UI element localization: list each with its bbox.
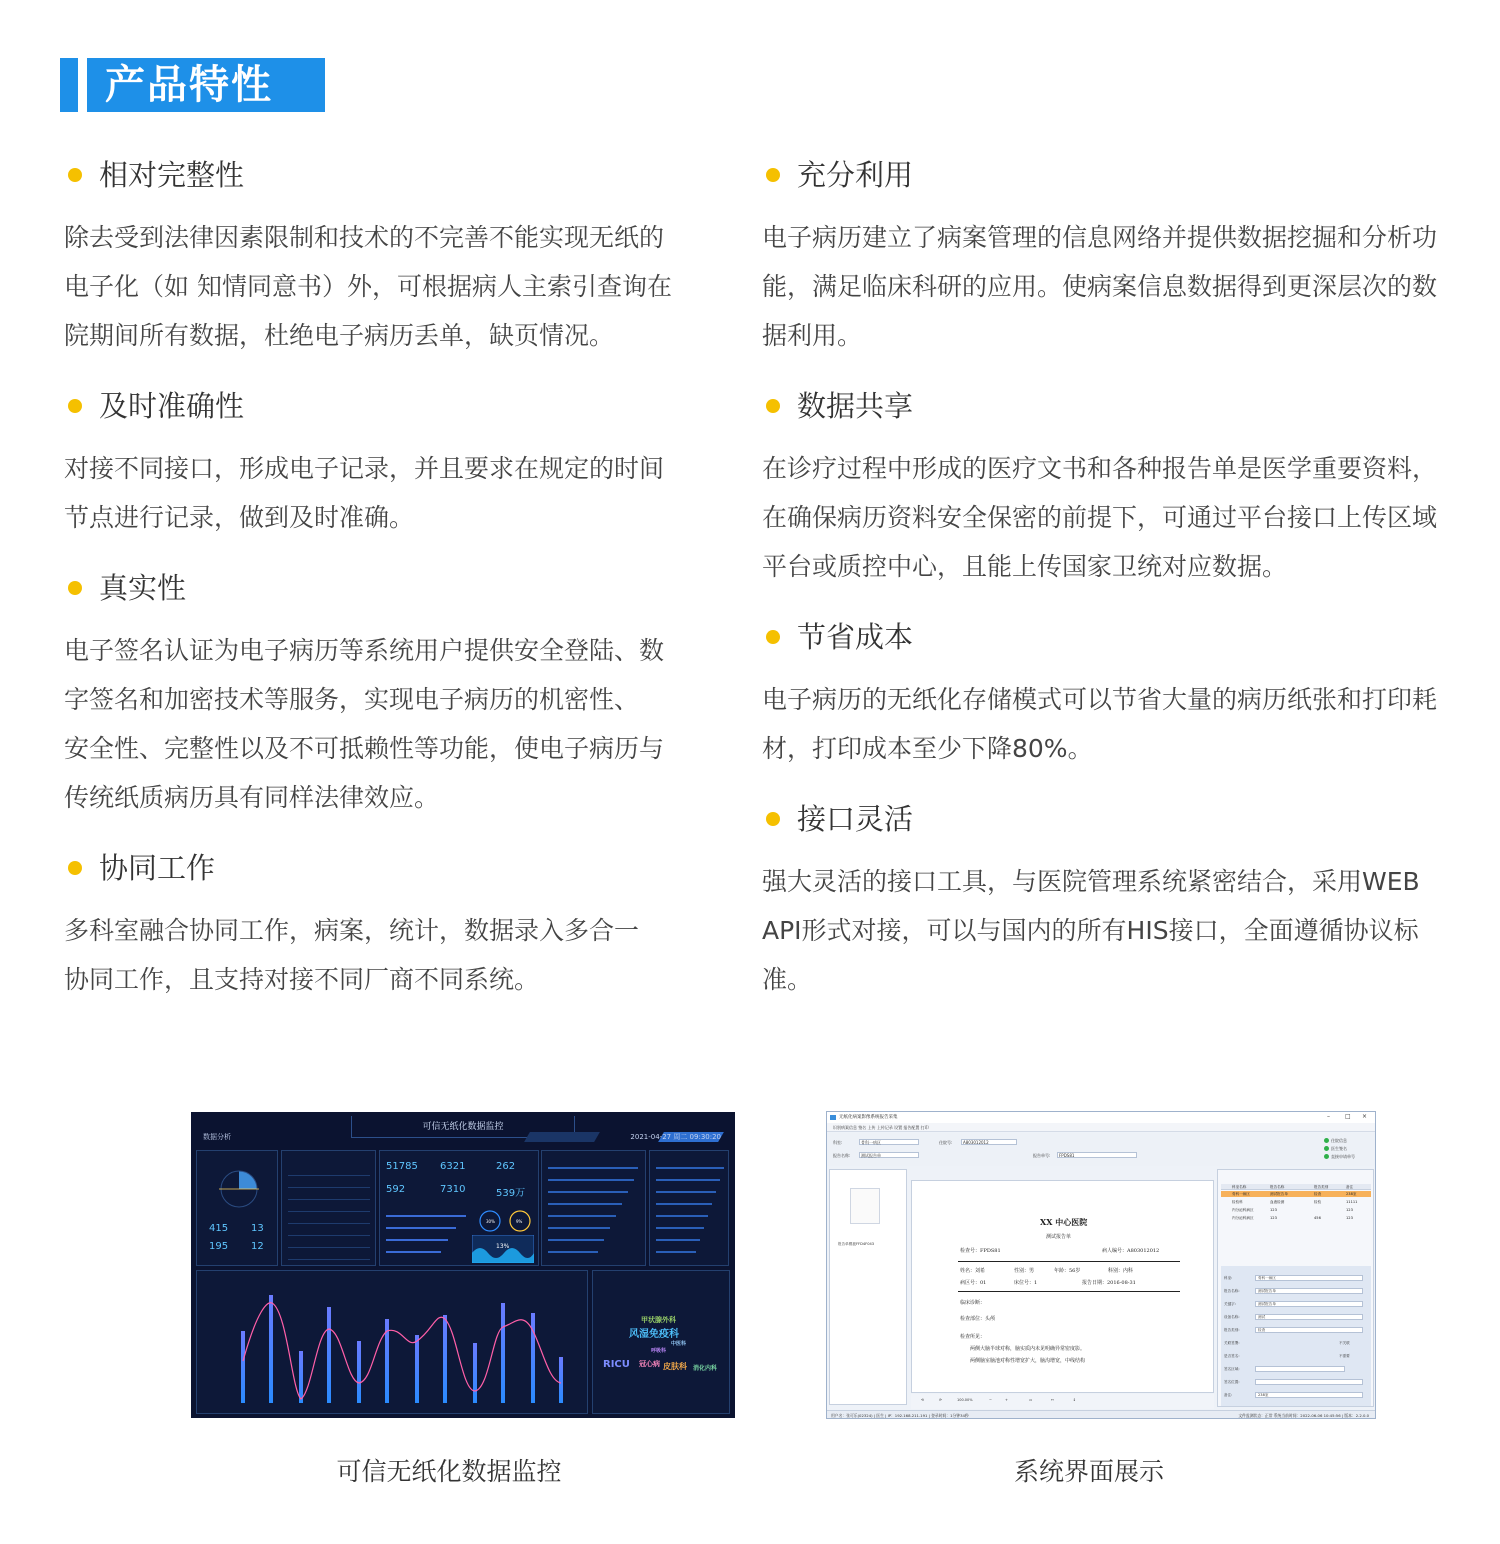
bullet-icon — [68, 861, 82, 875]
feature-flexible-interface — [762, 799, 1462, 1004]
feature-completeness — [64, 155, 694, 360]
radar-chart — [215, 1165, 263, 1209]
kpi-value: 6321 — [440, 1161, 466, 1172]
doc-name: 姓名：刘希 — [960, 1268, 986, 1274]
feature-cost-saving — [762, 617, 1462, 773]
feature-line: 协同工作，且支持对接不同厂商不同系统。 — [64, 965, 540, 994]
report-value: 测试报告单 — [861, 1153, 881, 1158]
grid-cell: 骨科一病区 — [1232, 1192, 1250, 1196]
grid-header-cell: 报告名称 — [1270, 1185, 1285, 1189]
fit-height-icon[interactable]: ↕ — [1073, 1398, 1076, 1402]
thumbnail-label: 报告单模板FFD4F043 — [838, 1242, 875, 1246]
form-label: 设备名称: — [1224, 1315, 1240, 1319]
grid-cell: 检验科 — [1232, 1200, 1243, 1204]
feature-title: 协同工作 — [99, 851, 216, 885]
rank-bar — [548, 1179, 634, 1181]
kpi-value: 51785 — [386, 1161, 418, 1172]
feature-authenticity — [64, 568, 694, 822]
grid-cell: 内分泌科病区 — [1232, 1216, 1254, 1220]
feature-title: 相对完整性 — [99, 158, 245, 192]
table-row — [288, 1247, 370, 1248]
progress-bar — [386, 1251, 441, 1253]
feature-utilization — [762, 155, 1462, 360]
rank-bar — [548, 1215, 616, 1217]
word-cloud-word: 冠心病 — [639, 1360, 660, 1368]
feature-data-sharing — [762, 386, 1462, 591]
feature-collaboration — [64, 848, 694, 1004]
rank-bar — [656, 1227, 704, 1229]
rank-bar — [656, 1215, 708, 1217]
rank-bar — [548, 1239, 604, 1241]
rank-bar — [548, 1191, 628, 1193]
dashboard-tab — [524, 1132, 600, 1142]
window-title: 无纸化病案影像系统报告采集 — [827, 1112, 1376, 1123]
feature-line: 在确保病历资料安全保密的前提下，可通过平台接口上传区域 — [762, 503, 1438, 532]
bullet-icon — [766, 630, 780, 644]
percent-label: 30% — [486, 1219, 495, 1224]
status-ok-icon — [1324, 1154, 1329, 1159]
report-no-value: FPDS81 — [1059, 1153, 1075, 1158]
ranking-panel — [541, 1150, 646, 1266]
feature-line: 平台或质控中心，且能上传国家卫统对应数据。 — [762, 552, 1288, 581]
thumbnail-image[interactable] — [850, 1188, 880, 1224]
toolbar[interactable]: 识别病案信息 签名 上传 上传记录 设置 报告配置 打印 — [827, 1123, 1376, 1132]
report-no-label: 报告单号: — [1033, 1153, 1051, 1158]
table-row — [288, 1259, 370, 1260]
table-row — [288, 1211, 370, 1212]
preview-toolbar — [911, 1394, 1214, 1409]
form-label: 科室: — [1224, 1276, 1233, 1280]
feature-title: 真实性 — [99, 571, 187, 605]
feature-line: 准。 — [762, 965, 813, 994]
doc-diagnosis: 临床诊断： — [960, 1300, 986, 1306]
table-row — [288, 1235, 370, 1236]
kpi-value: 592 — [386, 1184, 406, 1195]
grid-cell: 测试报告单 — [1270, 1192, 1288, 1196]
zoom-value[interactable]: 100.00% — [957, 1398, 973, 1402]
bullet-icon — [766, 168, 780, 182]
bullet-icon — [68, 399, 82, 413]
doc-date: 报告日期：2016-08-31 — [1082, 1280, 1136, 1286]
fit-page-icon[interactable]: ▭ — [1029, 1398, 1033, 1402]
ranking-panel-2 — [649, 1150, 729, 1266]
doc-sex: 性别：男 — [1014, 1268, 1035, 1274]
doc-hospital: XX 中心医院 — [1040, 1217, 1088, 1227]
app-screenshot — [826, 1111, 1376, 1419]
feature-line: 多科室融合协同工作，病案，统计，数据录入多合一 — [64, 916, 640, 945]
feature-line: 电子病历建立了病案管理的信息网络并提供数据挖掘和分析功 — [762, 223, 1438, 252]
feature-line: API形式对接，可以与国内的所有HIS接口，全面遵循协议标 — [762, 916, 1419, 945]
doc-findings-line: 两侧大脑半球对称，脑实质内未见明确异常密度影。 — [970, 1346, 1086, 1352]
feature-line: 电子签名认证为电子病历等系统用户提供安全登陆、数 — [64, 636, 665, 665]
status-bar — [827, 1410, 1376, 1419]
patient-table-panel — [281, 1150, 376, 1266]
form-value: 不需要 — [1339, 1354, 1350, 1358]
status-left: 用户名：张可乐(02324) | 医生 | IP：192.168.211.191 | 登录时间：1分钟34秒 — [831, 1413, 969, 1418]
form-label: 是否签名: — [1224, 1354, 1240, 1358]
form-field[interactable] — [1255, 1314, 1363, 1320]
bullet-icon — [68, 581, 82, 595]
stat-value: 415 — [209, 1223, 229, 1234]
feature-line: 安全性、完整性以及不可抵赖性等功能，使电子病历与 — [64, 734, 665, 763]
form-field[interactable] — [1255, 1366, 1345, 1372]
doc-divider — [958, 1291, 1180, 1292]
grid-cell: 123 — [1346, 1208, 1353, 1212]
feature-line: 强大灵活的接口工具，与医院管理系统紧密结合，采用WEB — [762, 867, 1420, 896]
grid-header-cell: 备注 — [1346, 1185, 1354, 1189]
feature-line: 在诊疗过程中形成的医疗文书和各种报告单是医学重要资料， — [762, 454, 1438, 483]
trend-line — [197, 1271, 589, 1415]
stat-value: 195 — [209, 1241, 229, 1252]
dashboard-screenshot — [191, 1112, 735, 1418]
feature-line: 院期间所有数据，杜绝电子病历丢单，缺页情况。 — [64, 321, 615, 350]
word-cloud-word: 风湿免疫科 — [629, 1329, 679, 1340]
form-value: 骨科一病区 — [1258, 1276, 1276, 1280]
rank-bar — [656, 1191, 716, 1193]
rank-bar — [656, 1251, 696, 1253]
dept-value: 骨科一病区 — [861, 1140, 881, 1145]
dept-label: 科室: — [833, 1140, 843, 1145]
grid-cell: 检查 — [1314, 1192, 1322, 1196]
feature-line: 节点进行记录，做到及时准确。 — [64, 503, 415, 532]
fit-width-icon[interactable]: ↔ — [1051, 1398, 1054, 1402]
word-cloud-word: 呼吸科 — [651, 1348, 667, 1354]
bullet-icon — [68, 168, 82, 182]
form-label: 关键字: — [1224, 1302, 1236, 1306]
feature-line: 传统纸质病历具有同样法律效应。 — [64, 783, 440, 812]
feature-title: 节省成本 — [797, 620, 914, 654]
feature-timeliness — [64, 386, 694, 542]
feature-line: 据利用。 — [762, 321, 863, 350]
close-icon[interactable]: × — [1362, 1113, 1368, 1120]
grid-cell: 11111 — [1346, 1200, 1358, 1204]
doc-report-title: 测试报告单 — [1046, 1234, 1072, 1240]
rank-bar — [548, 1227, 610, 1229]
status-item: 医生签名 — [1331, 1146, 1347, 1151]
bullet-icon — [766, 812, 780, 826]
doc-divider — [958, 1261, 1180, 1262]
doc-patient-no: 病人编号：A803012012 — [1102, 1248, 1160, 1254]
grid-cell: 123 — [1346, 1216, 1353, 1220]
feature-line: 能，满足临床科研的应用。使病案信息数据得到更深层次的数 — [762, 272, 1438, 301]
kpi-value: 539万 — [496, 1188, 526, 1199]
minimize-icon[interactable]: – — [1327, 1113, 1330, 1120]
feature-line: 材，打印成本至少下降80%。 — [762, 734, 1093, 763]
config-panel — [1217, 1169, 1374, 1407]
grid-cell: 内分泌科病区 — [1232, 1208, 1254, 1212]
grid-header-cell: 报告类别 — [1314, 1185, 1329, 1189]
feature-title: 数据共享 — [797, 389, 914, 423]
word-cloud-word: RICU — [603, 1359, 630, 1370]
doc-bed: 床位号：1 — [1014, 1280, 1038, 1286]
grid-cell: 238室 — [1346, 1192, 1357, 1196]
maximize-icon[interactable]: □ — [1345, 1113, 1351, 1120]
table-row — [288, 1223, 370, 1224]
form-field[interactable] — [1255, 1379, 1363, 1385]
grid-cell: 456 — [1314, 1216, 1321, 1220]
feature-title: 充分利用 — [797, 158, 914, 192]
bullet-icon — [766, 399, 780, 413]
stat-value: 12 — [251, 1241, 264, 1252]
kpi-value: 7310 — [440, 1184, 466, 1195]
status-item: 住院信息 — [1331, 1138, 1347, 1143]
table-row — [288, 1187, 370, 1188]
doc-check-no: 检查号：FPDS81 — [960, 1248, 1001, 1254]
grid-cell: 123 — [1270, 1216, 1277, 1220]
form-value: 检查 — [1258, 1328, 1266, 1332]
form-label: 关联签署: — [1224, 1341, 1240, 1345]
form-field[interactable] — [1255, 1392, 1363, 1398]
trend-chart-panel — [196, 1270, 588, 1414]
doc-findings: 检查所见： — [960, 1334, 986, 1340]
word-cloud-word: 皮肤科 — [663, 1362, 687, 1371]
kpi-panel — [379, 1150, 539, 1266]
form-label: 签名区域: — [1224, 1367, 1240, 1371]
feature-line: 字签名和加密技术等服务，实现电子病历的机密性、 — [64, 685, 640, 714]
dashboard-datetime: 2021-04-27 周二 09:30:20 — [630, 1133, 721, 1141]
grid-cell: 检验 — [1314, 1200, 1322, 1204]
zoom-out-icon[interactable]: − — [989, 1398, 992, 1402]
form-field[interactable] — [1255, 1327, 1363, 1333]
doc-dept: 科别：内科 — [1108, 1268, 1134, 1274]
basic-info-form — [1221, 1266, 1371, 1406]
feature-title: 及时准确性 — [99, 389, 245, 423]
feature-line: 电子病历的无纸化存储模式可以节省大量的病历纸张和打印耗 — [762, 685, 1438, 714]
doc-age: 年龄：56岁 — [1054, 1268, 1081, 1274]
form-label: 备注: — [1224, 1393, 1233, 1397]
section-title: 产品特性 — [87, 58, 325, 112]
status-item: 直接申请单号 — [1331, 1154, 1355, 1159]
table-row — [288, 1175, 370, 1176]
caption-app: 系统界面展示 — [1013, 1457, 1164, 1486]
word-cloud-word: 中医科 — [671, 1341, 687, 1347]
doc-part: 检查部位：头颅 — [960, 1316, 996, 1322]
rank-bar — [548, 1251, 598, 1253]
rank-bar — [656, 1203, 712, 1205]
rank-bar — [656, 1167, 724, 1169]
status-right: 文件监测状态：正常 系统当前时间：2022-06-06 10:45:56 | 版本：2.2.0.0 — [1238, 1413, 1369, 1418]
caption-dashboard: 可信无纸化数据监控 — [336, 1457, 562, 1486]
progress-bar — [386, 1227, 456, 1229]
app-icon — [830, 1115, 836, 1120]
grid-header-cell: 科室名称 — [1232, 1185, 1247, 1189]
status-ok-icon — [1324, 1138, 1329, 1143]
doc-ward: 病区号：01 — [960, 1280, 987, 1286]
dashboard-title: 可信无纸化数据监控 — [422, 1122, 504, 1132]
report-label: 报告名称: — [833, 1153, 851, 1158]
doc-findings-line: 两侧脑室脑池对称性增宽扩大，脑沟增宽，中线结构 — [970, 1358, 1086, 1364]
percent-label: 9% — [516, 1219, 523, 1224]
form-value: 测试报告单 — [1258, 1302, 1276, 1306]
header-accent-bar — [60, 58, 78, 112]
form-value: 238室 — [1258, 1393, 1269, 1397]
percent-label: 13% — [496, 1243, 510, 1250]
rank-bar — [656, 1239, 700, 1241]
zoom-in-icon[interactable]: + — [1005, 1398, 1008, 1402]
kpi-value: 262 — [496, 1161, 516, 1172]
dashboard-nav: 数据分析 — [203, 1133, 231, 1141]
stats-panel — [196, 1150, 278, 1266]
feature-title: 接口灵活 — [797, 802, 914, 836]
word-cloud-word: 消化内科 — [693, 1365, 718, 1372]
thumbnail-list[interactable] — [829, 1169, 907, 1405]
feature-line: 对接不同接口，形成电子记录，并且要求在规定的时间 — [64, 454, 665, 483]
form-label: 报告名称: — [1224, 1289, 1240, 1293]
inpatient-label: 住院号: — [939, 1140, 953, 1145]
word-cloud-word: 甲状腺外科 — [641, 1316, 676, 1324]
form-label: 签名位置: — [1224, 1380, 1240, 1384]
inpatient-value: A803012012 — [963, 1140, 989, 1145]
rank-bar — [548, 1167, 638, 1169]
rotate-left-icon[interactable]: ⟲ — [921, 1398, 924, 1402]
form-value: 测试报告单 — [1258, 1289, 1276, 1293]
form-value: 不关联 — [1339, 1341, 1350, 1345]
search-form — [827, 1133, 1376, 1166]
report-preview — [911, 1180, 1214, 1393]
status-ok-icon — [1324, 1146, 1329, 1151]
progress-bar — [386, 1215, 466, 1217]
form-label: 报告类别: — [1224, 1328, 1240, 1332]
stat-value: 13 — [251, 1223, 264, 1234]
rotate-right-icon[interactable]: ⟳ — [939, 1398, 942, 1402]
feature-line: 电子化（如 知情同意书）外，可根据病人主索引查询在 — [64, 272, 672, 301]
table-row — [288, 1199, 370, 1200]
form-value: 测试 — [1258, 1315, 1266, 1319]
rank-bar — [656, 1179, 720, 1181]
progress-bar — [386, 1239, 448, 1241]
rank-bar — [548, 1203, 622, 1205]
word-cloud-panel — [592, 1270, 730, 1414]
grid-cell: 123 — [1270, 1208, 1277, 1212]
grid-cell: 血液检测 — [1270, 1200, 1285, 1204]
feature-line: 除去受到法律因素限制和技术的不完善不能实现无纸的 — [64, 223, 665, 252]
